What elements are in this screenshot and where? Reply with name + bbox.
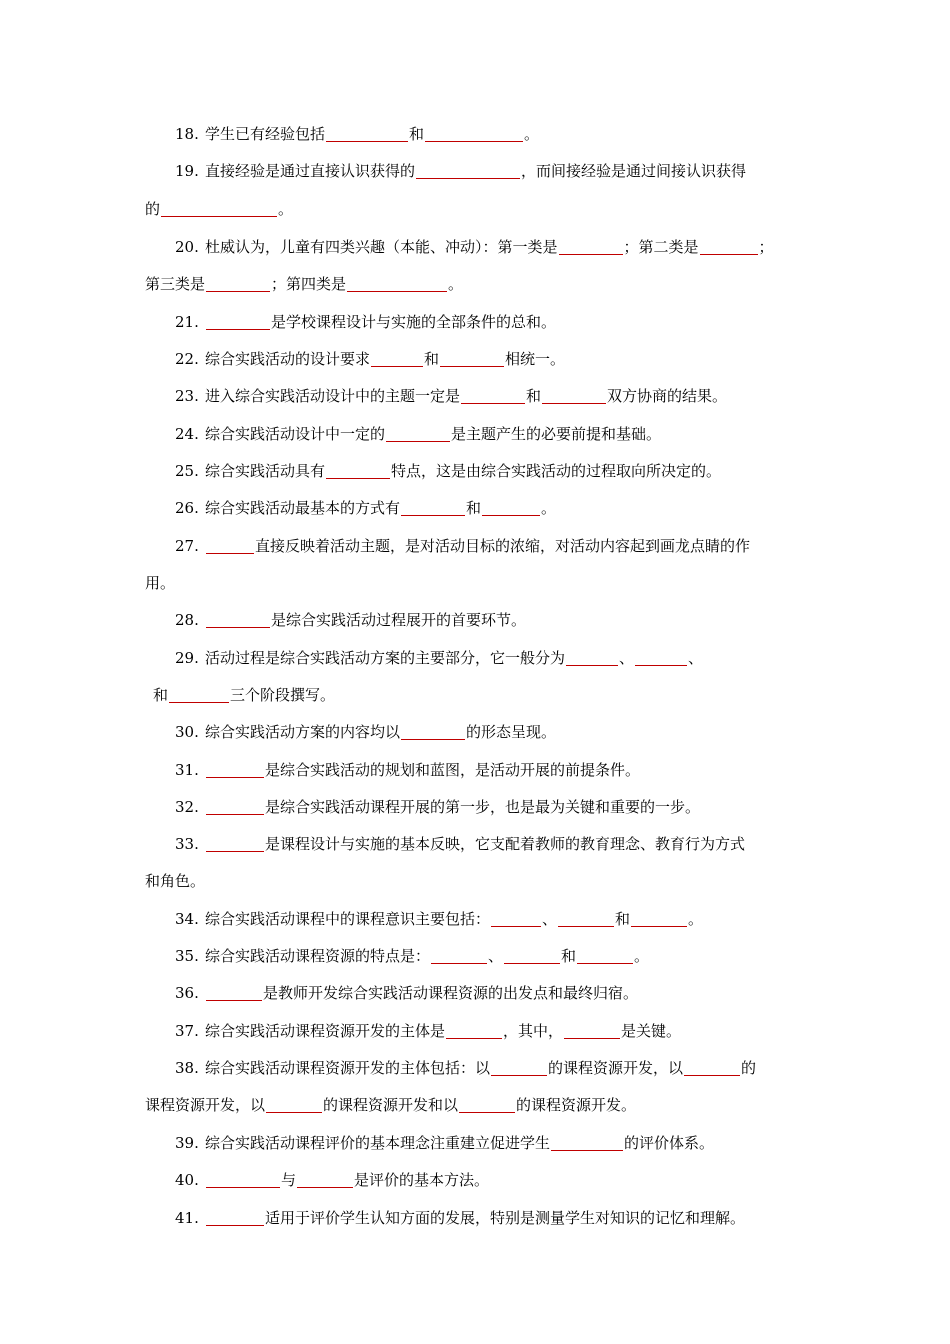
question-number: 22. [175, 350, 199, 368]
question-34 [145, 907, 808, 931]
question-number: 19. [175, 162, 199, 180]
question-text: 。 [448, 275, 464, 293]
question-text: 综合实践活动设计中一定的 [205, 425, 386, 443]
question-text: 的课程资源开发，以 [548, 1059, 684, 1077]
question-text: 是综合实践活动课程开展的第一步，也是最为关键和重要的一步。 [265, 798, 701, 816]
answer-blank[interactable] [631, 908, 687, 927]
answer-blank[interactable] [431, 945, 487, 964]
question-number: 32. [175, 798, 199, 816]
question-text: 是课程设计与实施的基本反映，它支配着教师的教育理念、教育行为方式 [265, 835, 746, 853]
answer-blank[interactable] [206, 609, 270, 628]
answer-blank[interactable] [206, 1169, 280, 1188]
question-number: 29. [175, 649, 199, 667]
answer-blank[interactable] [297, 1169, 353, 1188]
answer-blank[interactable] [491, 1057, 547, 1076]
question-text: 的形态呈现。 [466, 723, 557, 741]
question-text: ；第二类是 [623, 238, 699, 256]
question-text: 课程资源开发，以 [145, 1096, 266, 1114]
answer-blank[interactable] [416, 160, 520, 179]
answer-blank[interactable] [577, 945, 633, 964]
question-text: 杜威认为，儿童有四类兴趣（本能、冲动）：第一类是 [205, 238, 558, 256]
answer-blank[interactable] [326, 123, 408, 142]
question-number: 24. [175, 425, 199, 443]
question-text: 、 [619, 649, 635, 667]
answer-blank[interactable] [371, 348, 423, 367]
question-37 [145, 1019, 808, 1043]
question-text: 直接经验是通过直接认识获得的 [205, 162, 416, 180]
question-text: 和 [424, 350, 440, 368]
answer-blank[interactable] [401, 721, 465, 740]
question-text: 综合实践活动课程评价的基本理念注重建立促进学生 [205, 1134, 551, 1152]
answer-blank[interactable] [386, 423, 450, 442]
question-text: 适用于评价学生认知方面的发展，特别是测量学生对知识的记忆和理解。 [265, 1209, 746, 1227]
question-text: 是综合实践活动的规划和蓝图，是活动开展的前提条件。 [265, 761, 641, 779]
question-text: 综合实践活动方案的内容均以 [205, 723, 401, 741]
question-number: 30. [175, 723, 199, 741]
question-text: 的 [145, 200, 161, 218]
question-text: 双方协商的结果。 [607, 387, 728, 405]
answer-blank[interactable] [566, 647, 618, 666]
question-number: 40. [175, 1171, 199, 1189]
answer-blank[interactable] [347, 273, 447, 292]
question-29 [145, 646, 808, 670]
question-38 [145, 1056, 808, 1080]
question-number: 18. [175, 125, 199, 143]
answer-blank[interactable] [635, 647, 687, 666]
answer-blank[interactable] [206, 1207, 264, 1226]
answer-blank[interactable] [206, 273, 270, 292]
question-text: 是教师开发综合实践活动课程资源的出发点和最终归宿。 [263, 984, 639, 1002]
question-text: 、 [542, 910, 558, 928]
question-text: 是评价的基本方法。 [354, 1171, 490, 1189]
question-number: 25. [175, 462, 199, 480]
question-23 [145, 384, 808, 408]
question-39 [145, 1131, 808, 1155]
question-22 [145, 347, 808, 371]
answer-blank[interactable] [206, 311, 270, 330]
question-19 [145, 159, 808, 183]
question-text: 是关键。 [621, 1022, 682, 1040]
question-text: ，其中， [503, 1022, 564, 1040]
question-27-cont [145, 571, 808, 595]
answer-blank[interactable] [564, 1020, 620, 1039]
question-text: 综合实践活动具有 [205, 462, 326, 480]
question-text: 学生已有经验包括 [205, 125, 326, 143]
answer-blank[interactable] [266, 1094, 322, 1113]
question-33-cont [145, 869, 808, 893]
question-number: 37. [175, 1022, 199, 1040]
answer-blank[interactable] [206, 759, 264, 778]
answer-blank[interactable] [446, 1020, 502, 1039]
question-text: 。 [688, 910, 704, 928]
answer-blank[interactable] [425, 123, 523, 142]
question-text: 综合实践活动的设计要求 [205, 350, 371, 368]
question-text: 综合实践活动课程资源的特点是： [205, 947, 431, 965]
answer-blank[interactable] [559, 236, 623, 255]
question-text: 综合实践活动课程资源开发的主体是 [205, 1022, 446, 1040]
question-text: 和 [466, 499, 482, 517]
answer-blank[interactable] [440, 348, 504, 367]
question-text: 的课程资源开发。 [516, 1096, 637, 1114]
question-text: 用。 [145, 574, 176, 592]
answer-blank[interactable] [326, 460, 390, 479]
question-text: 三个阶段撰写。 [230, 686, 336, 704]
question-text: 相统一。 [505, 350, 566, 368]
question-38-cont [145, 1093, 808, 1117]
question-19-cont [145, 197, 808, 221]
answer-blank[interactable] [459, 1094, 515, 1113]
question-text: 和 [615, 910, 631, 928]
question-40 [145, 1168, 808, 1192]
answer-blank[interactable] [700, 236, 758, 255]
answer-blank[interactable] [206, 535, 254, 554]
question-21 [145, 310, 808, 334]
question-text: 综合实践活动课程资源开发的主体包括：以 [205, 1059, 491, 1077]
question-number: 21. [175, 313, 199, 331]
answer-blank[interactable] [491, 908, 541, 927]
question-text: 和角色。 [145, 872, 206, 890]
question-number: 23. [175, 387, 199, 405]
question-text: 综合实践活动课程中的课程意识主要包括： [205, 910, 491, 928]
question-31 [145, 758, 808, 782]
question-text: 是学校课程设计与实施的全部条件的总和。 [271, 313, 557, 331]
question-35 [145, 944, 808, 968]
question-20 [145, 235, 808, 259]
question-30 [145, 720, 808, 744]
question-29-cont [145, 683, 808, 707]
question-number: 20. [175, 238, 199, 256]
question-text: ；第四类是 [271, 275, 347, 293]
question-text: 的 [741, 1059, 757, 1077]
question-32 [145, 795, 808, 819]
question-text: 和 [526, 387, 542, 405]
question-number: 33. [175, 835, 199, 853]
question-text: 。 [524, 125, 540, 143]
question-text: 和 [409, 125, 425, 143]
answer-blank[interactable] [551, 1132, 623, 1151]
question-26 [145, 496, 808, 520]
question-text: 特点，这是由综合实践活动的过程取向所决定的。 [391, 462, 722, 480]
answer-blank[interactable] [161, 198, 277, 217]
question-number: 39. [175, 1134, 199, 1152]
answer-blank[interactable] [206, 796, 264, 815]
question-text: 。 [278, 200, 294, 218]
question-text: 第三类是 [145, 275, 206, 293]
question-text: 的评价体系。 [624, 1134, 715, 1152]
question-text: 的课程资源开发和以 [323, 1096, 459, 1114]
answer-blank[interactable] [684, 1057, 740, 1076]
question-number: 34. [175, 910, 199, 928]
question-text: 活动过程是综合实践活动方案的主要部分，它一般分为 [205, 649, 566, 667]
question-33 [145, 832, 808, 856]
question-text: 是综合实践活动过程展开的首要环节。 [271, 611, 527, 629]
question-text: 直接反映着活动主题，是对活动目标的浓缩，对活动内容起到画龙点睛的作 [255, 537, 751, 555]
question-28 [145, 608, 808, 632]
answer-blank[interactable] [461, 385, 525, 404]
question-text: 是主题产生的必要前提和基础。 [451, 425, 662, 443]
answer-blank[interactable] [206, 833, 264, 852]
question-24 [145, 422, 808, 446]
question-20-cont [145, 272, 808, 296]
question-number: 27. [175, 537, 199, 555]
question-number: 36. [175, 984, 199, 1002]
question-text: 。 [634, 947, 650, 965]
question-text: ，而间接经验是通过间接认识获得 [521, 162, 747, 180]
question-27 [145, 534, 808, 558]
question-36 [145, 981, 808, 1005]
question-number: 41. [175, 1209, 199, 1227]
answer-blank[interactable] [206, 982, 262, 1001]
question-text: 和 [561, 947, 577, 965]
question-number: 35. [175, 947, 199, 965]
answer-blank[interactable] [542, 385, 606, 404]
question-text: 、 [488, 947, 504, 965]
question-text: 、 [688, 649, 704, 667]
question-text: 和 [153, 686, 169, 704]
question-text: 。 [541, 499, 557, 517]
answer-blank[interactable] [504, 945, 560, 964]
question-number: 28. [175, 611, 199, 629]
question-text: 综合实践活动最基本的方式有 [205, 499, 401, 517]
answer-blank[interactable] [482, 497, 540, 516]
answer-blank[interactable] [558, 908, 614, 927]
question-number: 31. [175, 761, 199, 779]
answer-blank[interactable] [169, 684, 229, 703]
question-text: 与 [281, 1171, 297, 1189]
question-25 [145, 459, 808, 483]
question-41 [145, 1206, 808, 1230]
answer-blank[interactable] [401, 497, 465, 516]
question-18 [145, 122, 808, 146]
question-number: 26. [175, 499, 199, 517]
question-text: ； [758, 238, 774, 256]
question-text: 进入综合实践活动设计中的主题一定是 [205, 387, 461, 405]
question-number: 38. [175, 1059, 199, 1077]
